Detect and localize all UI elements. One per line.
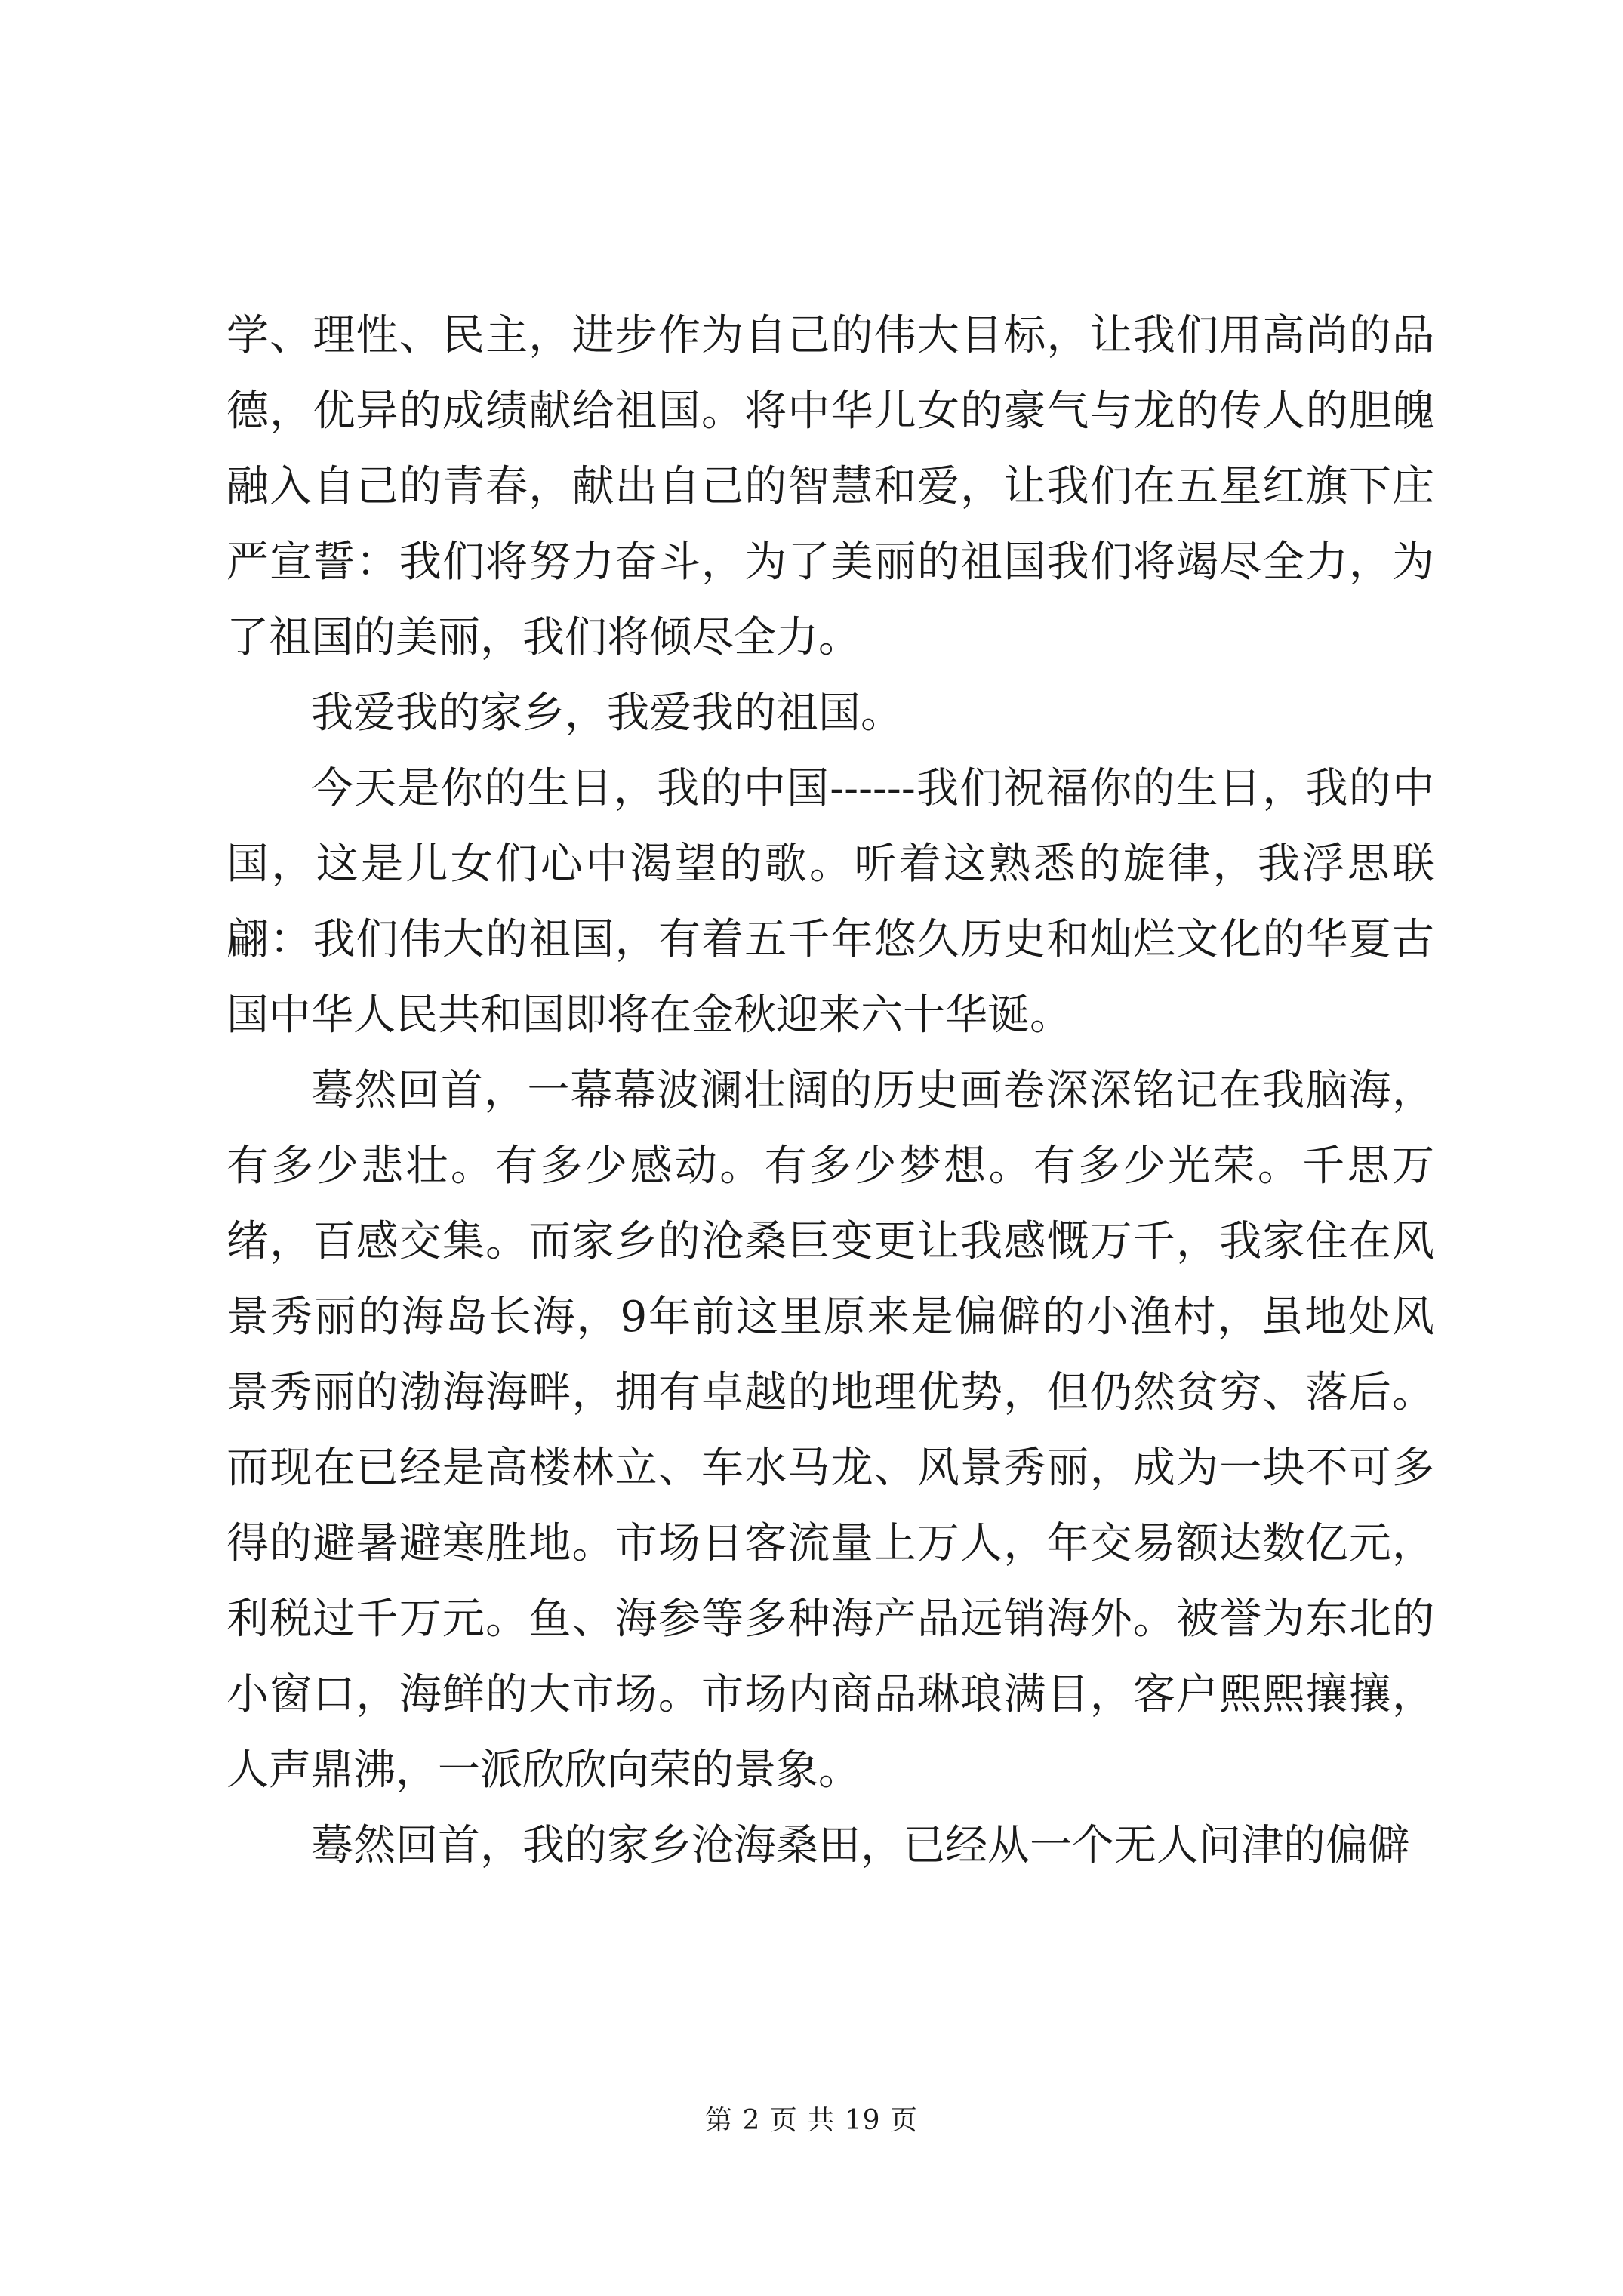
- paragraph-5: 蓦然回首，我的家乡沧海桑田，已经从一个无人问津的偏僻: [311, 1821, 1410, 1870]
- document-body: [226, 298, 1434, 1884]
- paragraph-1: 学、理性、民主，进步作为自己的伟大目标，让我们用高尚的品德，优异的成绩献给祖国。将中华儿女的豪气与龙的传人的胆魄融入自己的青春，献出自己的智慧和爱，让我们在五星红旗下庄严宣誓：我们将努力奋斗，为了美丽的祖国我们将竭尽全力，为了祖国的美丽，我们将倾尽全力。: [226, 311, 1434, 662]
- paragraph-4: 蓦然回首，一幕幕波澜壮阔的历史画卷深深铭记在我脑海，有多少悲壮。有多少感动。有多少梦想。有多少光荣。千思万绪，百感交集。而家乡的沧桑巨变更让我感慨万千，我家住在风景秀丽的海岛长海，9年前这里原来是偏僻的小渔村，虽地处风景秀丽的渤海海畔，拥有卓越的地理优势，但仍然贫穷、落后。而现在已经是高楼林立、车水马龙、风景秀丽，成为一块不可多得的避暑避寒胜地。市场日客流量上万人，年交易额达数亿元，利税过千万元。鱼、海参等多种海产品远销海外。被誉为东北的小窗口，海鲜的大市场。市场内商品琳琅满目，客户熙熙攘攘，人声鼎沸，一派欣欣向荣的景象。: [226, 1066, 1434, 1795]
- paragraph-2: 我爱我的家乡，我爱我的祖国。: [311, 689, 903, 738]
- page-number-footer: 第 2 页 共 19 页: [705, 2105, 918, 2136]
- paragraph-3: 今天是你的生日，我的中国------我们祝福你的生日，我的中国，这是儿女们心中渴望的歌。听着这熟悉的旋律，我浮思联翩：我们伟大的祖国，有着五千年悠久历史和灿烂文化的华夏古国中华人民共和国即将在金秋迎来六十华诞。: [226, 764, 1434, 1040]
